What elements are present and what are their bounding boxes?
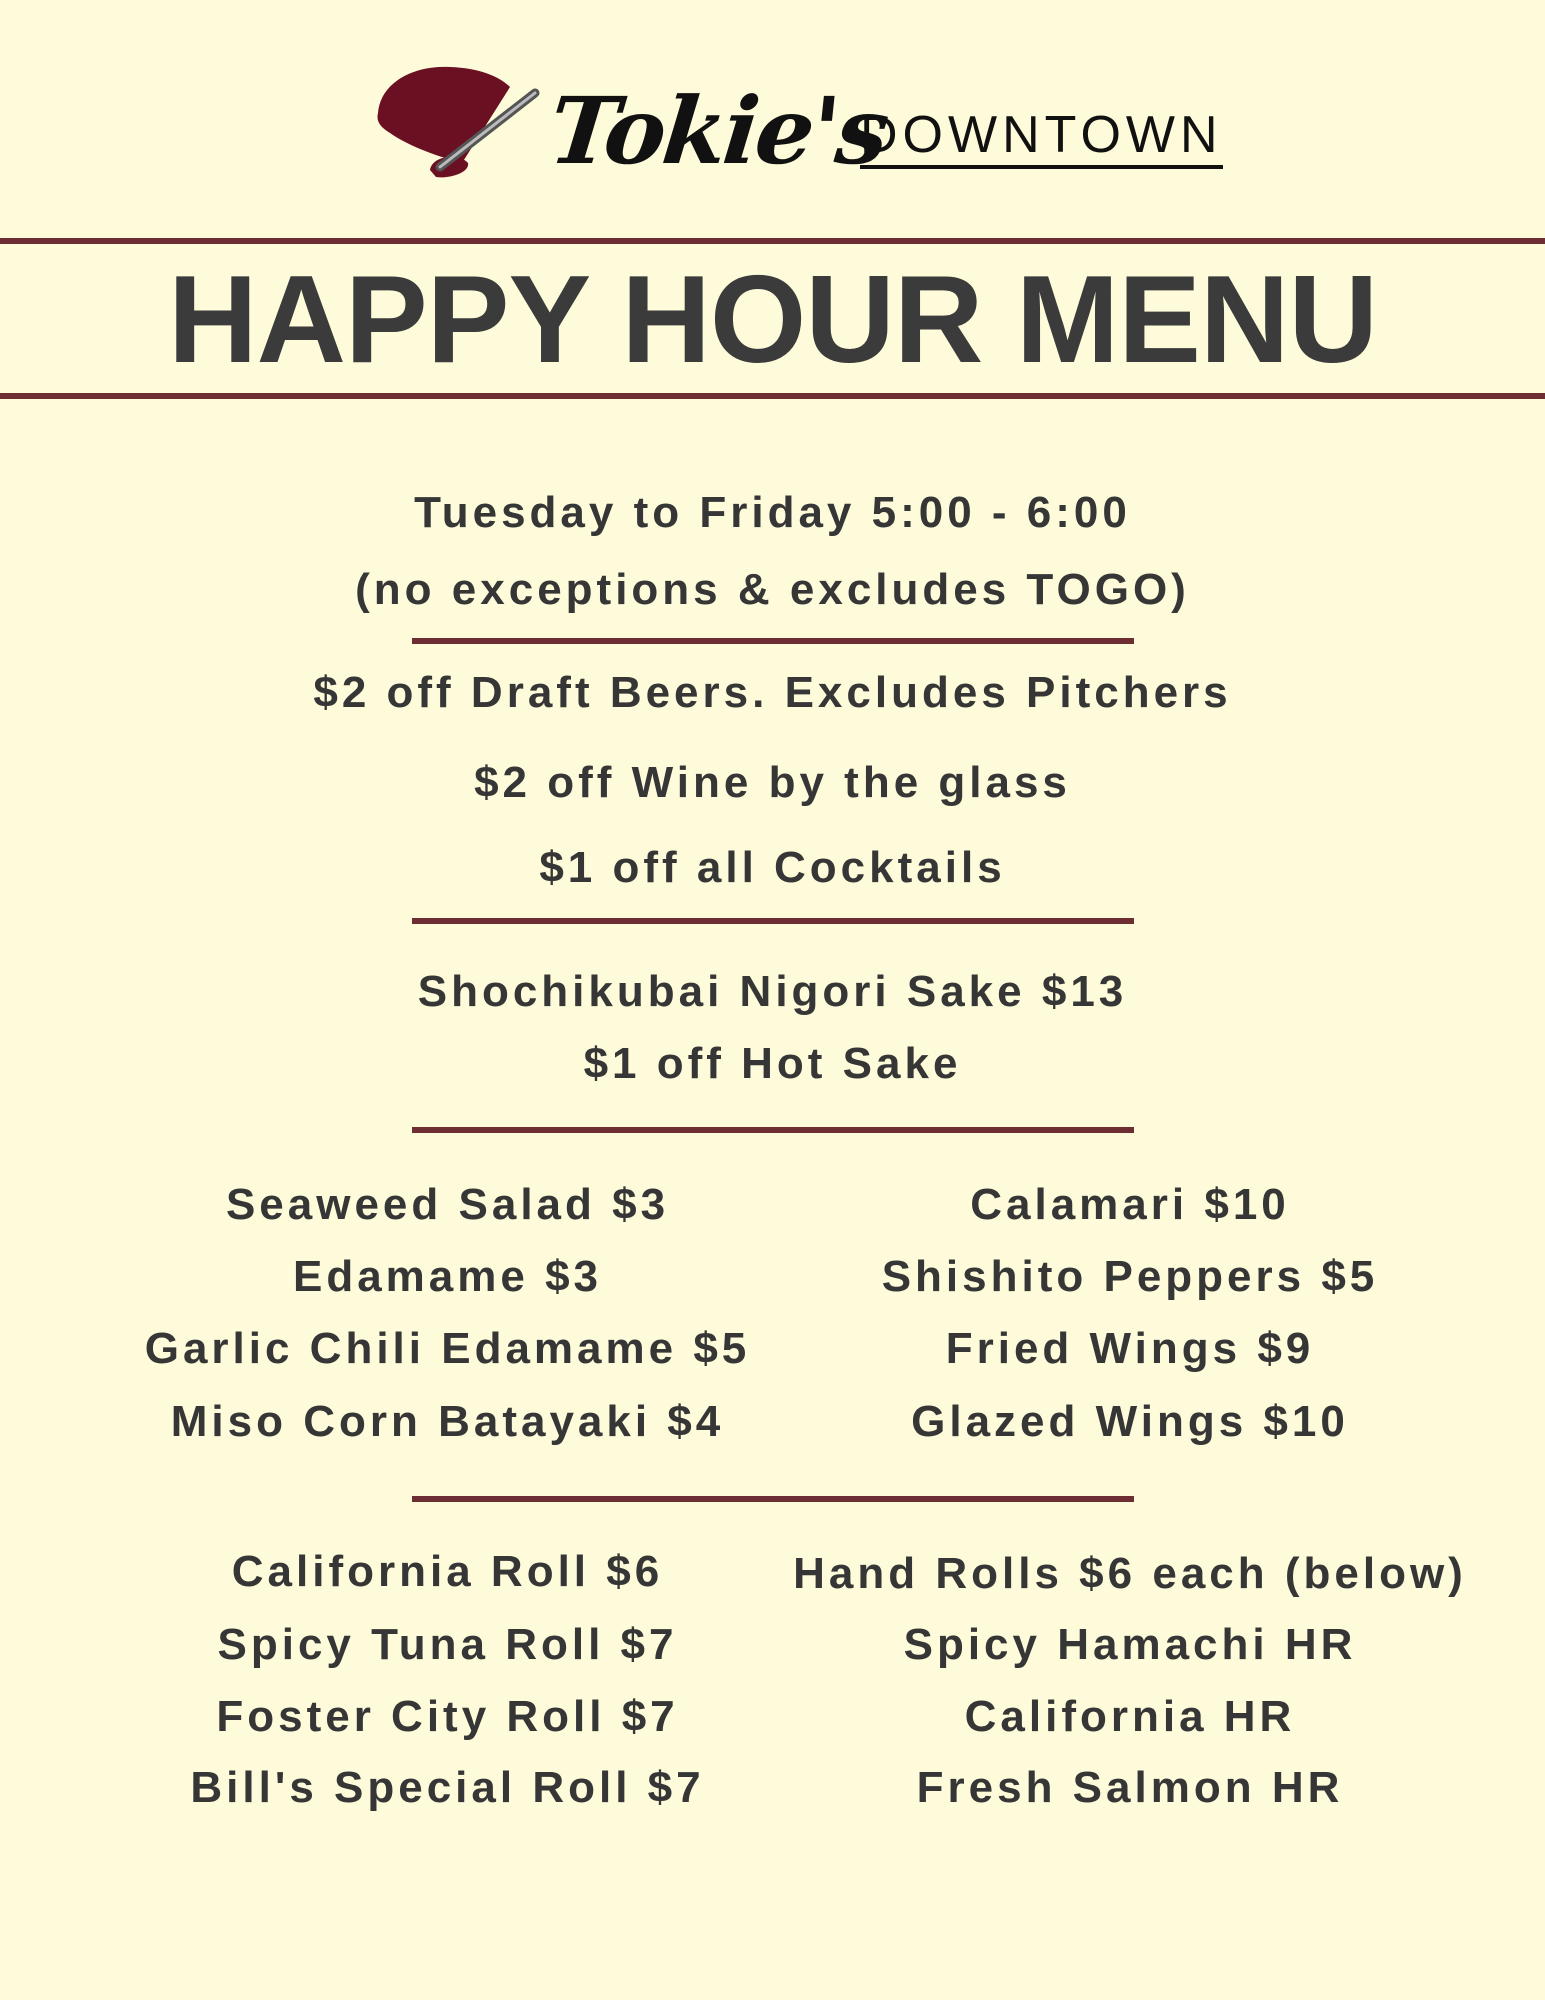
hand-roll-item: Fresh Salmon HR <box>916 1763 1344 1812</box>
roll-item: Spicy Tuna Roll $7 <box>217 1620 678 1669</box>
drink-special: $1 off all Cocktails <box>539 843 1006 892</box>
brand-name: Tokie's <box>544 77 892 185</box>
sake-special: Shochikubai Nigori Sake $13 <box>417 967 1128 1016</box>
title-top-rule <box>0 238 1545 244</box>
roll-item: Bill's Special Roll $7 <box>190 1763 705 1812</box>
appetizer-item: Edamame $3 <box>292 1252 603 1301</box>
roll-item: California Roll $6 <box>231 1547 664 1596</box>
page-title: HAPPY HOUR MENU <box>167 251 1378 389</box>
appetizer-item: Seaweed Salad $3 <box>225 1180 670 1229</box>
appetizer-item: Miso Corn Batayaki $4 <box>170 1397 725 1446</box>
fan-chopsticks-icon <box>370 55 550 185</box>
divider <box>412 1127 1134 1133</box>
drink-special: $2 off Draft Beers. Excludes Pitchers <box>313 668 1232 717</box>
divider <box>412 638 1134 644</box>
hand-roll-item: California HR <box>964 1692 1296 1741</box>
schedule-days-hours: Tuesday to Friday 5:00 - 6:00 <box>414 488 1131 537</box>
divider <box>412 918 1134 924</box>
hand-roll-item: Spicy Hamachi HR <box>903 1620 1357 1669</box>
sake-special: $1 off Hot Sake <box>583 1039 962 1088</box>
appetizer-item: Shishito Peppers $5 <box>881 1252 1379 1301</box>
restaurant-logo <box>370 55 1223 195</box>
appetizer-item: Fried Wings $9 <box>945 1324 1315 1373</box>
location-label: DOWNTOWN <box>860 108 1223 169</box>
appetizer-item: Calamari $10 <box>970 1180 1290 1229</box>
appetizer-item: Garlic Chili Edamame $5 <box>144 1324 751 1373</box>
roll-item: Foster City Roll $7 <box>216 1692 679 1741</box>
appetizer-item: Glazed Wings $10 <box>911 1397 1349 1446</box>
title-bottom-rule <box>0 393 1545 399</box>
schedule-note: (no exceptions & excludes TOGO) <box>355 565 1190 614</box>
drink-special: $2 off Wine by the glass <box>474 758 1071 807</box>
divider <box>412 1496 1134 1502</box>
hand-roll-item: Hand Rolls $6 each (below) <box>793 1549 1467 1598</box>
